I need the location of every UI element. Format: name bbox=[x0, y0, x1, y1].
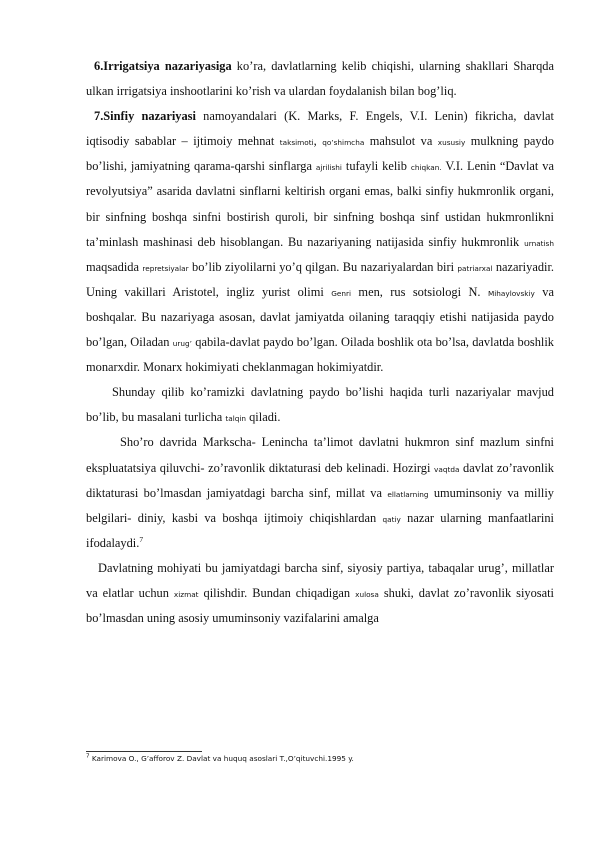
heading-class-theory: 7.Sinfiy nazariyasi bbox=[94, 109, 196, 124]
paragraph-state-essence: Davlatning mohiyati bu jamiyatdagi barcha sinf, siyosiy partiya, tabaqalar urug’, millatlar va elatlar uchun xizmat qilishdir. Bundan chiqadigan xulosa shuki, davlat zo’ravonlik siyosati bo’lmasdan uning asosiy umuminsoniy vazifalarini amalga bbox=[86, 560, 555, 626]
footnote-reference[interactable]: 7 bbox=[139, 534, 144, 544]
document-body bbox=[86, 54, 554, 631]
heading-irrigation-theory: 6.Irrigatsiya nazariyasiga bbox=[94, 59, 232, 73]
footnote-marker: 7 bbox=[86, 753, 90, 760]
footnote-separator bbox=[86, 751, 202, 752]
footnote bbox=[86, 754, 554, 764]
paragraph-soviet-period: Sho’ro davrida Markscha- Lenincha ta’limot davlatni hukmron sinf mazlum sinfni ekspluatatsiya qiluvchi- zo’ravonlik diktaturasi deb kelinadi. Hozirgi vaqtda davlat zo’ravonlik diktaturasi bo’lmasdan jamiyatdagi barcha sinf, millat va ellatlarning umuminsoniy va milliy belgilari- diniy, kasbi va boshqa ijtimoiy chiqishlardan qatiy nazar ularning manfaatlarini ifodalaydi.$^7$ bbox=[86, 435, 554, 550]
paragraph-irrigation-theory: 6.Irrigatsiya nazariyasiga ko’ra, davlatlarning kelib chiqishi, ularning shakllari Sharqda ulkan irrigatsiya inshootlarini ko’rish va ulardan foydalanish bilan bog’liq. bbox=[86, 59, 554, 99]
paragraph-conclusion: Shunday qilib ko’ramizki davlatning paydo bo’lishi haqida turli nazariyalar mavjud bo’lib, bu masalani turlicha talqin qiladi. bbox=[86, 385, 554, 425]
paragraph-class-theory: 7.Sinfiy nazariyasi namoyandalari (K. Marks, F. Engels, V.I. Lenin) fikricha, davlat iqtisodiy sabablar – ijtimoiy mehnat taksimoti, qo’shimcha mahsulot va xususiy mulkning paydo bo’lishi, jamiyatning qarama-qarshi sinflarga ajrilishi tufayli kelib chiqkan. V.I. Lenin “Davlat va revolyutsiya” asarida davlatni sinflarni keltirish organi emas, balki sinfiy hukmronlik organi, bir sinfning boshqa sinfni bostirish quroli, bir sinfning boshqa sinf ustidan hukmronlikni ta’minlash mashinasi deb hisoblangan. Bu nazariyaning natijasida sinfiy hukmronlik urnatish maqsadida repretsiyalar bo’lib ziyolilarni yo’q qilgan. Bu nazariyalardan biri patriarxal nazariyadir. Uning vakillari Aristotel, ingliz yurist olimi Genri men, rus sotsiologi N. Mihaylovskiy va boshqalar. Bu nazariyaga asosan, davlat jamiyatda oilaning taraqqiy etishi natijasida paydo bo’lgan, Oiladan urug’ qabila-davlat paydo bo’lgan. Oilada boshlik ota bo’lsa, davlatda boshlik monarxdir. Monarx hokimiyati cheklanmagan hokimiyatdir. bbox=[86, 109, 555, 375]
footnote-text: Karimova O., G’afforov Z. Davlat va huquq asoslari T.,O’qituvchi.1995 y. bbox=[89, 754, 354, 763]
